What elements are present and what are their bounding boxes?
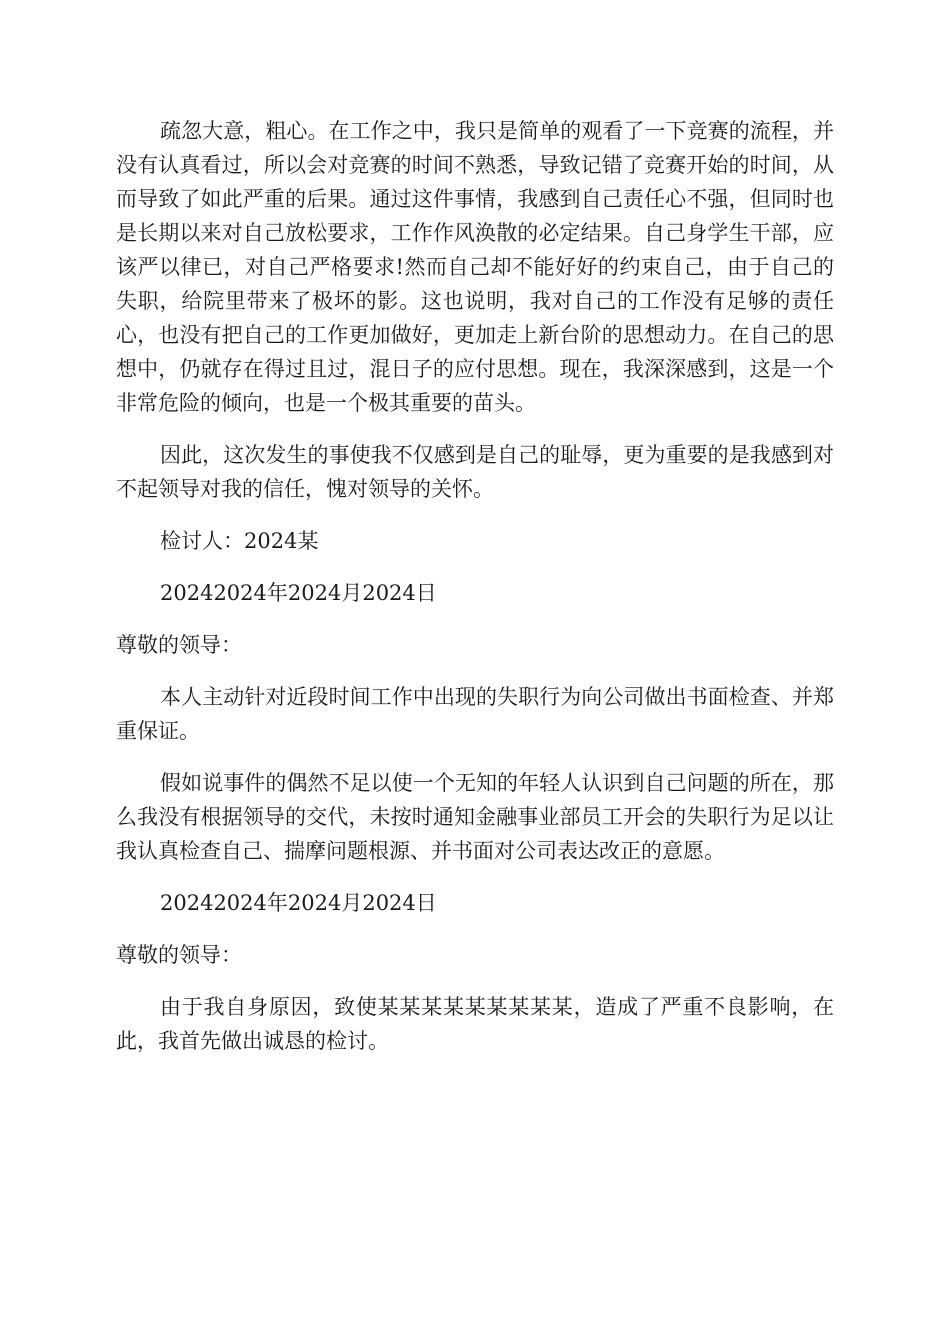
paragraph-statement: 本人主动针对近段时间工作中出现的失职行为向公司做出书面检查、并郑重保证。 — [116, 685, 834, 743]
date-line: 20242024年2024月2024日 — [160, 581, 437, 605]
paragraph-apology: 由于我自身原因，致使某某某某某某某某某，造成了严重不良影响，在此，我首先做出诚恳的检讨。 — [116, 995, 834, 1053]
date-line: 20242024年2024月2024日 — [160, 891, 437, 915]
paragraph-reflection: 假如说事件的偶然不足以使一个无知的年轻人认识到自己问题的所在，那么我没有根据领导的交代，未按时通知金融事业部员工开会的失职行为足以让我认真检查自己、揣摩问题根源、并书面对公司表达改正的意愿。 — [116, 771, 834, 863]
signature-line: 检讨人：2024某 — [160, 529, 319, 553]
paragraph-conclusion: 因此，这次发生的事使我不仅感到是自己的耻辱，更为重要的是我感到对不起领导对我的信任，愧对领导的关怀。 — [116, 443, 834, 501]
salutation: 尊敬的领导： — [116, 633, 242, 657]
paragraph-negligence: 疏忽大意，粗心。在工作之中，我只是简单的观看了一下竞赛的流程，并没有认真看过，所以会对竞赛的时间不熟悉，导致记错了竞赛开始的时间，从而导致了如此严重的后果。通过这件事情，我感到自己责任心不强，但同时也是长期以来对自己放松要求，工作作风涣散的必定结果。自己身学生干部，应该严以律已，对自己严格要求!然而自己却不能好好的约束自己，由于自己的失职，给院里带来了极坏的影。这也说明，我对自己的工作没有足够的责任心，也没有把自己的工作更加做好，更加走上新台阶的思想动力。在自己的思想中，仍就存在得过且过，混日子的应付思想。现在，我深深感到，这是一个非常危险的倾向，也是一个极其重要的苗头。 — [116, 119, 834, 415]
document-body — [116, 114, 834, 1058]
salutation: 尊敬的领导： — [116, 943, 242, 967]
